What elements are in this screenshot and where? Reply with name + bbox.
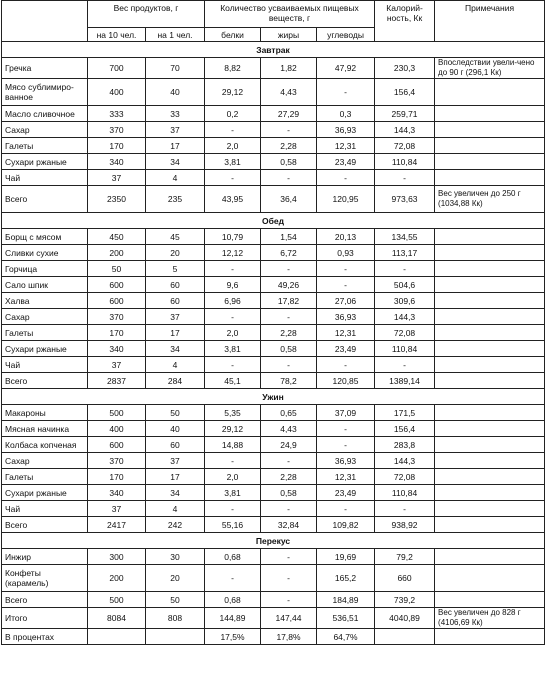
- cell-carbs: 23,49: [317, 154, 375, 170]
- table-row: [2, 122, 545, 138]
- cell-name: Сухари ржаные: [2, 154, 88, 170]
- cell-name: Всего: [2, 592, 88, 608]
- cell-weight-1: 242: [146, 517, 205, 533]
- cell-name: Сухари ржаные: [2, 341, 88, 357]
- cell-carbs: 109,82: [317, 517, 375, 533]
- cell-calories: 72,08: [375, 138, 435, 154]
- cell-carbs: 184,89: [317, 592, 375, 608]
- cell-weight-10: 400: [88, 421, 146, 437]
- cell-name: Галеты: [2, 138, 88, 154]
- cell-weight-10: 400: [88, 79, 146, 106]
- cell-protein: -: [205, 170, 261, 186]
- section-header-row: [2, 213, 545, 229]
- cell-name: Мясо сублимиро-ванное: [2, 79, 88, 106]
- cell-carbs: -: [317, 501, 375, 517]
- cell-protein: 2,0: [205, 469, 261, 485]
- table-row: [2, 325, 545, 341]
- cell-calories: 156,4: [375, 421, 435, 437]
- cell-note: [435, 325, 545, 341]
- cell-fat: 0,58: [261, 341, 317, 357]
- cell-weight-10: 340: [88, 154, 146, 170]
- cell-weight-1: 37: [146, 122, 205, 138]
- cell-weight-10: 2837: [88, 373, 146, 389]
- header-fat: жиры: [261, 28, 317, 42]
- cell-weight-1: 34: [146, 341, 205, 357]
- table-row: [2, 229, 545, 245]
- cell-weight-1: 33: [146, 106, 205, 122]
- cell-weight-10: 37: [88, 170, 146, 186]
- section-total-row: [2, 186, 545, 213]
- cell-weight-1: 17: [146, 325, 205, 341]
- cell-protein: 45,1: [205, 373, 261, 389]
- cell-name: Мясная начинка: [2, 421, 88, 437]
- cell-note: [435, 357, 545, 373]
- cell-weight-1: 20: [146, 245, 205, 261]
- cell-protein: -: [205, 501, 261, 517]
- cell-carbs: 47,92: [317, 58, 375, 79]
- cell-protein: -: [205, 309, 261, 325]
- cell-protein: 3,81: [205, 485, 261, 501]
- cell-note: [435, 592, 545, 608]
- cell-calories: 144,3: [375, 309, 435, 325]
- cell-note: [435, 79, 545, 106]
- cell-fat: 0,58: [261, 485, 317, 501]
- header-calories: Калорий-ность, Кк: [375, 1, 435, 42]
- cell-fat: -: [261, 357, 317, 373]
- section-total-row: [2, 517, 545, 533]
- cell-weight-1: 34: [146, 154, 205, 170]
- cell-weight-10: 8084: [88, 608, 146, 629]
- cell-name: Масло сливочное: [2, 106, 88, 122]
- cell-fat: -: [261, 549, 317, 565]
- cell-carbs: 37,09: [317, 405, 375, 421]
- cell-protein: 43,95: [205, 186, 261, 213]
- table-row: [2, 437, 545, 453]
- cell-protein: 14,88: [205, 437, 261, 453]
- cell-calories: 230,3: [375, 58, 435, 79]
- cell-weight-10: 37: [88, 501, 146, 517]
- cell-weight-10: 170: [88, 325, 146, 341]
- header-notes: Примечания: [435, 1, 545, 42]
- header-carbs: углеводы: [317, 28, 375, 42]
- cell-weight-1: 50: [146, 592, 205, 608]
- cell-weight-10: 170: [88, 469, 146, 485]
- table-row: [2, 106, 545, 122]
- cell-note: [435, 469, 545, 485]
- cell-calories: -: [375, 501, 435, 517]
- cell-weight-10: 500: [88, 405, 146, 421]
- cell-note: [435, 293, 545, 309]
- section-header-row: [2, 533, 545, 549]
- cell-note: [435, 453, 545, 469]
- cell-weight-1: 17: [146, 469, 205, 485]
- cell-note: [435, 629, 545, 645]
- cell-weight-1: 60: [146, 437, 205, 453]
- cell-fat: 1,82: [261, 58, 317, 79]
- cell-weight-1: 50: [146, 405, 205, 421]
- cell-note: [435, 405, 545, 421]
- cell-calories: 113,17: [375, 245, 435, 261]
- cell-protein: 6,96: [205, 293, 261, 309]
- cell-note: Впоследствии увели-чено до 90 г (296,1 Кк): [435, 58, 545, 79]
- cell-weight-1: 284: [146, 373, 205, 389]
- section-total-row: [2, 373, 545, 389]
- cell-carbs: -: [317, 79, 375, 106]
- cell-name: Чай: [2, 501, 88, 517]
- cell-carbs: 0,93: [317, 245, 375, 261]
- cell-fat: 78,2: [261, 373, 317, 389]
- cell-calories: 504,6: [375, 277, 435, 293]
- cell-protein: 9,6: [205, 277, 261, 293]
- cell-note: [435, 437, 545, 453]
- cell-weight-10: [88, 629, 146, 645]
- cell-calories: -: [375, 357, 435, 373]
- cell-weight-1: 40: [146, 79, 205, 106]
- cell-fat: 4,43: [261, 421, 317, 437]
- cell-weight-1: 4: [146, 170, 205, 186]
- cell-weight-10: 500: [88, 592, 146, 608]
- cell-protein: 29,12: [205, 421, 261, 437]
- cell-weight-10: 200: [88, 245, 146, 261]
- cell-fat: 0,65: [261, 405, 317, 421]
- cell-weight-10: 340: [88, 485, 146, 501]
- cell-name: Чай: [2, 170, 88, 186]
- cell-name: Чай: [2, 357, 88, 373]
- cell-carbs: 20,13: [317, 229, 375, 245]
- cell-carbs: 64,7%: [317, 629, 375, 645]
- cell-weight-10: 37: [88, 357, 146, 373]
- cell-protein: 0,68: [205, 592, 261, 608]
- cell-weight-10: 2417: [88, 517, 146, 533]
- cell-fat: 2,28: [261, 138, 317, 154]
- cell-fat: 24,9: [261, 437, 317, 453]
- cell-note: [435, 277, 545, 293]
- table-row: [2, 405, 545, 421]
- table-row: [2, 79, 545, 106]
- cell-weight-10: 600: [88, 437, 146, 453]
- cell-name: Всего: [2, 373, 88, 389]
- cell-protein: 0,2: [205, 106, 261, 122]
- table-row: [2, 501, 545, 517]
- cell-weight-1: 40: [146, 421, 205, 437]
- cell-note: Вес увеличен до 250 г (1034,88 Кк): [435, 186, 545, 213]
- cell-protein: 144,89: [205, 608, 261, 629]
- cell-protein: 12,12: [205, 245, 261, 261]
- cell-fat: 17,8%: [261, 629, 317, 645]
- cell-name: Халва: [2, 293, 88, 309]
- cell-fat: 2,28: [261, 469, 317, 485]
- cell-protein: -: [205, 357, 261, 373]
- cell-note: [435, 485, 545, 501]
- cell-calories: -: [375, 261, 435, 277]
- cell-carbs: 120,95: [317, 186, 375, 213]
- cell-name: Сало шпик: [2, 277, 88, 293]
- cell-weight-1: 17: [146, 138, 205, 154]
- cell-name: Сухари ржаные: [2, 485, 88, 501]
- cell-fat: 36,4: [261, 186, 317, 213]
- cell-note: [435, 341, 545, 357]
- cell-calories: 134,55: [375, 229, 435, 245]
- section-header-row: [2, 389, 545, 405]
- cell-name: Инжир: [2, 549, 88, 565]
- cell-carbs: 23,49: [317, 341, 375, 357]
- section-title: Обед: [2, 213, 545, 229]
- cell-fat: 17,82: [261, 293, 317, 309]
- cell-protein: 8,82: [205, 58, 261, 79]
- table-row: [2, 170, 545, 186]
- cell-carbs: -: [317, 261, 375, 277]
- table-row: [2, 261, 545, 277]
- cell-note: [435, 501, 545, 517]
- cell-name: Итого: [2, 608, 88, 629]
- cell-fat: -: [261, 592, 317, 608]
- cell-fat: -: [261, 453, 317, 469]
- cell-protein: 0,68: [205, 549, 261, 565]
- cell-protein: 2,0: [205, 138, 261, 154]
- cell-note: [435, 154, 545, 170]
- section-header-row: [2, 42, 545, 58]
- cell-weight-10: 370: [88, 453, 146, 469]
- header-weight-1: на 1 чел.: [146, 28, 205, 42]
- cell-fat: -: [261, 261, 317, 277]
- cell-weight-1: 60: [146, 277, 205, 293]
- cell-fat: 0,58: [261, 154, 317, 170]
- cell-fat: 6,72: [261, 245, 317, 261]
- table-body: [2, 42, 545, 645]
- cell-calories: 171,5: [375, 405, 435, 421]
- cell-fat: 32,84: [261, 517, 317, 533]
- cell-carbs: -: [317, 421, 375, 437]
- cell-calories: 72,08: [375, 469, 435, 485]
- cell-weight-1: 20: [146, 565, 205, 592]
- cell-fat: -: [261, 309, 317, 325]
- cell-note: [435, 106, 545, 122]
- cell-protein: 55,16: [205, 517, 261, 533]
- cell-name: Борщ с мясом: [2, 229, 88, 245]
- header-weight-group: Вес продуктов, г: [88, 1, 205, 28]
- cell-calories: 739,2: [375, 592, 435, 608]
- cell-fat: -: [261, 501, 317, 517]
- cell-weight-10: 333: [88, 106, 146, 122]
- cell-carbs: -: [317, 277, 375, 293]
- cell-weight-1: 235: [146, 186, 205, 213]
- cell-calories: 144,3: [375, 453, 435, 469]
- cell-protein: 3,81: [205, 154, 261, 170]
- cell-weight-10: 340: [88, 341, 146, 357]
- section-total-row: [2, 592, 545, 608]
- cell-note: [435, 245, 545, 261]
- cell-calories: 79,2: [375, 549, 435, 565]
- cell-name: Галеты: [2, 469, 88, 485]
- table-row: [2, 245, 545, 261]
- cell-fat: 4,43: [261, 79, 317, 106]
- cell-calories: 72,08: [375, 325, 435, 341]
- cell-protein: 3,81: [205, 341, 261, 357]
- grand-total-row: [2, 608, 545, 629]
- cell-name: Гречка: [2, 58, 88, 79]
- percent-row: [2, 629, 545, 645]
- cell-weight-1: 70: [146, 58, 205, 79]
- cell-weight-10: 170: [88, 138, 146, 154]
- cell-carbs: 120,85: [317, 373, 375, 389]
- cell-note: [435, 309, 545, 325]
- cell-note: [435, 549, 545, 565]
- cell-calories: 156,4: [375, 79, 435, 106]
- cell-protein: 5,35: [205, 405, 261, 421]
- cell-fat: -: [261, 565, 317, 592]
- cell-note: [435, 373, 545, 389]
- table-row: [2, 58, 545, 79]
- table-row: [2, 341, 545, 357]
- cell-protein: -: [205, 453, 261, 469]
- cell-note: [435, 170, 545, 186]
- table-row: [2, 453, 545, 469]
- cell-protein: -: [205, 122, 261, 138]
- table-row: [2, 549, 545, 565]
- cell-weight-1: 4: [146, 357, 205, 373]
- cell-name: Сахар: [2, 453, 88, 469]
- header-product: [2, 1, 88, 42]
- cell-carbs: -: [317, 437, 375, 453]
- cell-carbs: 19,69: [317, 549, 375, 565]
- section-title: Перекус: [2, 533, 545, 549]
- cell-carbs: 23,49: [317, 485, 375, 501]
- cell-note: [435, 421, 545, 437]
- table-row: [2, 565, 545, 592]
- cell-weight-10: 450: [88, 229, 146, 245]
- cell-weight-10: 2350: [88, 186, 146, 213]
- header-weight-10: на 10 чел.: [88, 28, 146, 42]
- cell-carbs: -: [317, 170, 375, 186]
- cell-carbs: 165,2: [317, 565, 375, 592]
- cell-weight-1: 60: [146, 293, 205, 309]
- cell-fat: 1,54: [261, 229, 317, 245]
- section-title: Завтрак: [2, 42, 545, 58]
- cell-calories: [375, 629, 435, 645]
- cell-weight-1: 45: [146, 229, 205, 245]
- cell-calories: 660: [375, 565, 435, 592]
- cell-name: Всего: [2, 517, 88, 533]
- cell-name: Конфеты (карамель): [2, 565, 88, 592]
- cell-weight-1: 5: [146, 261, 205, 277]
- cell-name: Сливки сухие: [2, 245, 88, 261]
- cell-calories: 110,84: [375, 341, 435, 357]
- table-row: [2, 293, 545, 309]
- cell-protein: -: [205, 565, 261, 592]
- cell-note: [435, 138, 545, 154]
- cell-weight-1: 37: [146, 309, 205, 325]
- cell-calories: 259,71: [375, 106, 435, 122]
- cell-carbs: 12,31: [317, 138, 375, 154]
- cell-name: Всего: [2, 186, 88, 213]
- header-protein: белки: [205, 28, 261, 42]
- cell-carbs: 36,93: [317, 122, 375, 138]
- cell-weight-10: 200: [88, 565, 146, 592]
- cell-weight-10: 370: [88, 122, 146, 138]
- table-row: [2, 138, 545, 154]
- cell-note: [435, 122, 545, 138]
- cell-carbs: 36,93: [317, 453, 375, 469]
- cell-calories: 110,84: [375, 154, 435, 170]
- cell-fat: 147,44: [261, 608, 317, 629]
- section-title: Ужин: [2, 389, 545, 405]
- cell-calories: 309,6: [375, 293, 435, 309]
- table-row: [2, 154, 545, 170]
- cell-name: Сахар: [2, 122, 88, 138]
- cell-calories: 938,92: [375, 517, 435, 533]
- cell-weight-10: 300: [88, 549, 146, 565]
- table-row: [2, 469, 545, 485]
- cell-weight-1: [146, 629, 205, 645]
- cell-protein: -: [205, 261, 261, 277]
- cell-weight-1: 37: [146, 453, 205, 469]
- table-row: [2, 277, 545, 293]
- cell-calories: 973,63: [375, 186, 435, 213]
- cell-carbs: 536,51: [317, 608, 375, 629]
- cell-weight-10: 600: [88, 277, 146, 293]
- cell-calories: 110,84: [375, 485, 435, 501]
- cell-protein: 29,12: [205, 79, 261, 106]
- cell-name: Макароны: [2, 405, 88, 421]
- cell-weight-10: 50: [88, 261, 146, 277]
- table-row: [2, 357, 545, 373]
- table-row: [2, 421, 545, 437]
- cell-name: Колбаса копченая: [2, 437, 88, 453]
- header-nutrients-group: Количество усваиваемых пищевых веществ, г: [205, 1, 375, 28]
- cell-name: Горчица: [2, 261, 88, 277]
- cell-note: [435, 229, 545, 245]
- cell-calories: -: [375, 170, 435, 186]
- cell-calories: 144,3: [375, 122, 435, 138]
- cell-weight-10: 370: [88, 309, 146, 325]
- cell-carbs: 12,31: [317, 325, 375, 341]
- cell-weight-1: 808: [146, 608, 205, 629]
- cell-weight-1: 4: [146, 501, 205, 517]
- cell-fat: 27,29: [261, 106, 317, 122]
- cell-note: [435, 517, 545, 533]
- cell-carbs: 0,3: [317, 106, 375, 122]
- cell-weight-1: 30: [146, 549, 205, 565]
- cell-fat: 49,26: [261, 277, 317, 293]
- cell-calories: 1389,14: [375, 373, 435, 389]
- cell-note: [435, 565, 545, 592]
- cell-calories: 283,8: [375, 437, 435, 453]
- table-row: [2, 309, 545, 325]
- cell-protein: 2,0: [205, 325, 261, 341]
- cell-carbs: 36,93: [317, 309, 375, 325]
- cell-name: Галеты: [2, 325, 88, 341]
- cell-carbs: -: [317, 357, 375, 373]
- cell-carbs: 27,06: [317, 293, 375, 309]
- cell-fat: -: [261, 122, 317, 138]
- nutrition-table: [1, 0, 545, 645]
- cell-name: В процентах: [2, 629, 88, 645]
- cell-protein: 10,79: [205, 229, 261, 245]
- cell-weight-1: 34: [146, 485, 205, 501]
- cell-name: Сахар: [2, 309, 88, 325]
- cell-weight-10: 600: [88, 293, 146, 309]
- cell-protein: 17,5%: [205, 629, 261, 645]
- cell-calories: 4040,89: [375, 608, 435, 629]
- cell-weight-10: 700: [88, 58, 146, 79]
- cell-note: [435, 261, 545, 277]
- cell-fat: -: [261, 170, 317, 186]
- cell-note: Вес увеличен до 828 г (4106,69 Кк): [435, 608, 545, 629]
- cell-fat: 2,28: [261, 325, 317, 341]
- cell-carbs: 12,31: [317, 469, 375, 485]
- table-row: [2, 485, 545, 501]
